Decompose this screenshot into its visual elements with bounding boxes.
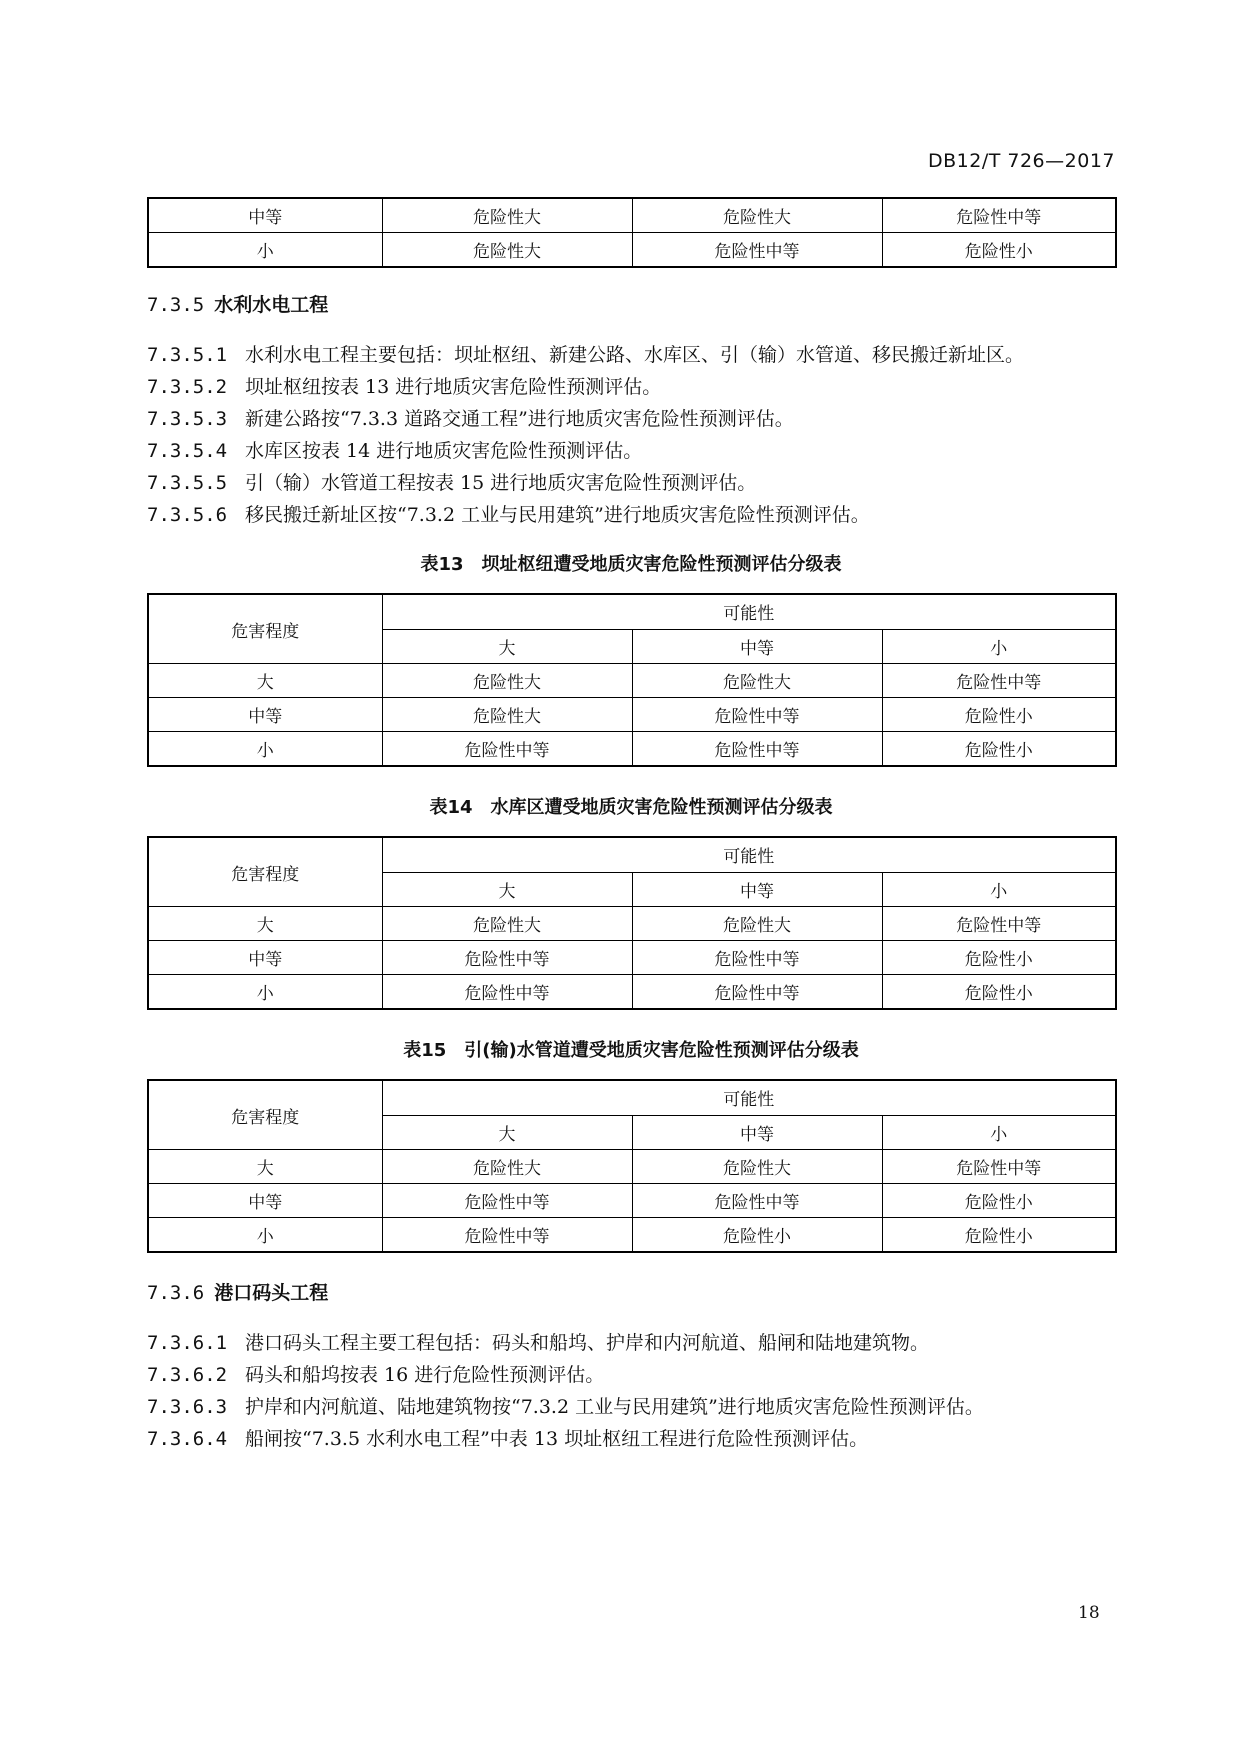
table-14-caption: 表14 水库区遭受地质灾害危险性预测评估分级表 xyxy=(429,797,833,818)
section-number: 7.3.5 xyxy=(147,294,205,316)
table-cell: 中等 xyxy=(148,1184,382,1218)
clause-7-3-5-6 xyxy=(147,500,870,527)
table-15 xyxy=(147,1079,1117,1253)
clause-7-3-6-1 xyxy=(147,1328,929,1355)
table-row xyxy=(148,1218,1116,1253)
subheader-cell: 大 xyxy=(382,872,632,907)
table-row xyxy=(148,1184,1116,1218)
table-cell: 危险性中等 xyxy=(632,233,882,268)
table-cell: 危险性小 xyxy=(882,1218,1116,1253)
table-cell: 危险性大 xyxy=(382,907,632,941)
table-cell: 危险性中等 xyxy=(882,198,1116,233)
subheader-cell: 中等 xyxy=(632,1115,882,1150)
clause-text: 水利水电工程主要包括：坝址枢纽、新建公路、水库区、引（输）水管道、移民搬迁新址区。 xyxy=(245,344,1025,366)
table-row xyxy=(148,907,1116,941)
section-heading-7-3-5 xyxy=(147,290,328,317)
clause-number: 7.3.5.4 xyxy=(147,440,228,462)
table-row xyxy=(148,233,1116,268)
clause-number: 7.3.5.3 xyxy=(147,408,228,430)
table-cell: 危险性中等 xyxy=(382,1218,632,1253)
table-cell: 危险性大 xyxy=(382,233,632,268)
clause-number: 7.3.6.1 xyxy=(147,1332,228,1354)
section-title: 水利水电工程 xyxy=(214,294,329,316)
table-row xyxy=(148,941,1116,975)
table-cell: 中等 xyxy=(148,941,382,975)
table-15-caption: 表15 引(输)水管道遭受地质灾害危险性预测评估分级表 xyxy=(403,1040,859,1061)
clause-text: 水库区按表 14 进行地质灾害危险性预测评估。 xyxy=(245,440,643,462)
continued-table xyxy=(147,197,1117,268)
table-cell: 大 xyxy=(148,1150,382,1184)
document-code: DB12/T 726—2017 xyxy=(927,150,1115,172)
table-cell: 中等 xyxy=(148,698,382,732)
table-cell: 危险性大 xyxy=(382,664,632,698)
table-header-row xyxy=(148,837,1116,872)
table-cell: 危险性中等 xyxy=(632,732,882,767)
table-cell: 小 xyxy=(148,975,382,1010)
clause-number: 7.3.6.2 xyxy=(147,1364,228,1386)
table-cell: 危险性小 xyxy=(882,941,1116,975)
table-cell: 危险性小 xyxy=(882,732,1116,767)
clause-7-3-5-5 xyxy=(147,468,756,495)
table-header-row xyxy=(148,1080,1116,1115)
table-cell: 危险性中等 xyxy=(632,1184,882,1218)
table-13-caption: 表13 坝址枢纽遭受地质灾害危险性预测评估分级表 xyxy=(420,554,842,575)
table-cell: 危险性中等 xyxy=(882,664,1116,698)
table-row xyxy=(148,975,1116,1010)
table-cell: 危险性小 xyxy=(882,1184,1116,1218)
clause-text: 新建公路按“7.3.3 道路交通工程”进行地质灾害危险性预测评估。 xyxy=(245,408,794,430)
subheader-cell: 大 xyxy=(382,1115,632,1150)
table-cell: 中等 xyxy=(148,198,382,233)
table-cell: 危险性中等 xyxy=(882,1150,1116,1184)
table-row xyxy=(148,198,1116,233)
header-possibility: 可能性 xyxy=(382,837,1116,872)
header-possibility: 可能性 xyxy=(382,594,1116,629)
table-cell: 危险性小 xyxy=(632,1218,882,1253)
clause-number: 7.3.5.6 xyxy=(147,504,228,526)
clause-text: 码头和船坞按表 16 进行危险性预测评估。 xyxy=(245,1364,605,1386)
clause-number: 7.3.5.5 xyxy=(147,472,228,494)
table-cell: 危险性中等 xyxy=(632,698,882,732)
table-cell: 危险性中等 xyxy=(882,907,1116,941)
subheader-cell: 小 xyxy=(882,1115,1116,1150)
clause-7-3-5-2 xyxy=(147,372,661,399)
table-cell: 危险性小 xyxy=(882,233,1116,268)
table-row xyxy=(148,664,1116,698)
table-cell: 危险性大 xyxy=(382,698,632,732)
clause-number: 7.3.6.4 xyxy=(147,1428,228,1450)
header-degree: 危害程度 xyxy=(148,594,382,664)
table-13 xyxy=(147,593,1117,767)
table-row xyxy=(148,698,1116,732)
clause-7-3-5-4 xyxy=(147,436,642,463)
table-14 xyxy=(147,836,1117,1010)
table-cell: 危险性大 xyxy=(632,1150,882,1184)
clause-text: 船闸按“7.3.5 水利水电工程”中表 13 坝址枢纽工程进行危险性预测评估。 xyxy=(245,1428,869,1450)
page-number: 18 xyxy=(1078,1603,1100,1623)
table-cell: 危险性大 xyxy=(632,198,882,233)
table-cell: 危险性中等 xyxy=(382,1184,632,1218)
subheader-cell: 中等 xyxy=(632,872,882,907)
section-heading-7-3-6 xyxy=(147,1278,328,1305)
table-cell: 危险性大 xyxy=(382,1150,632,1184)
clause-text: 护岸和内河航道、陆地建筑物按“7.3.2 工业与民用建筑”进行地质灾害危险性预测评估。 xyxy=(245,1396,984,1418)
table-cell: 危险性大 xyxy=(632,664,882,698)
table-cell: 小 xyxy=(148,1218,382,1253)
subheader-cell: 小 xyxy=(882,629,1116,664)
table-cell: 小 xyxy=(148,732,382,767)
section-number: 7.3.6 xyxy=(147,1282,205,1304)
table-cell: 小 xyxy=(148,233,382,268)
clause-text: 坝址枢纽按表 13 进行地质灾害危险性预测评估。 xyxy=(245,376,662,398)
table-cell: 危险性中等 xyxy=(632,975,882,1010)
header-degree: 危害程度 xyxy=(148,837,382,907)
table-cell: 危险性大 xyxy=(382,198,632,233)
table-cell: 危险性中等 xyxy=(382,941,632,975)
table-cell: 大 xyxy=(148,664,382,698)
clause-text: 移民搬迁新址区按“7.3.2 工业与民用建筑”进行地质灾害危险性预测评估。 xyxy=(245,504,870,526)
clause-7-3-6-4 xyxy=(147,1424,868,1451)
clause-7-3-6-2 xyxy=(147,1360,604,1387)
clause-7-3-5-3 xyxy=(147,404,794,431)
subheader-cell: 中等 xyxy=(632,629,882,664)
table-cell: 危险性小 xyxy=(882,975,1116,1010)
table-cell: 危险性中等 xyxy=(382,975,632,1010)
table-header-row xyxy=(148,594,1116,629)
clause-number: 7.3.5.1 xyxy=(147,344,228,366)
clause-text: 引（输）水管道工程按表 15 进行地质灾害危险性预测评估。 xyxy=(245,472,757,494)
subheader-cell: 小 xyxy=(882,872,1116,907)
clause-7-3-6-3 xyxy=(147,1392,984,1419)
table-cell: 危险性中等 xyxy=(632,941,882,975)
table-row xyxy=(148,1150,1116,1184)
clause-7-3-5-1 xyxy=(147,340,1024,367)
clause-number: 7.3.5.2 xyxy=(147,376,228,398)
table-cell: 危险性小 xyxy=(882,698,1116,732)
table-cell: 危险性大 xyxy=(632,907,882,941)
section-title: 港口码头工程 xyxy=(214,1282,329,1304)
header-possibility: 可能性 xyxy=(382,1080,1116,1115)
clause-number: 7.3.6.3 xyxy=(147,1396,228,1418)
subheader-cell: 大 xyxy=(382,629,632,664)
clause-text: 港口码头工程主要工程包括：码头和船坞、护岸和内河航道、船闸和陆地建筑物。 xyxy=(245,1332,930,1354)
header-degree: 危害程度 xyxy=(148,1080,382,1150)
table-cell: 危险性中等 xyxy=(382,732,632,767)
table-cell: 大 xyxy=(148,907,382,941)
table-row xyxy=(148,732,1116,767)
